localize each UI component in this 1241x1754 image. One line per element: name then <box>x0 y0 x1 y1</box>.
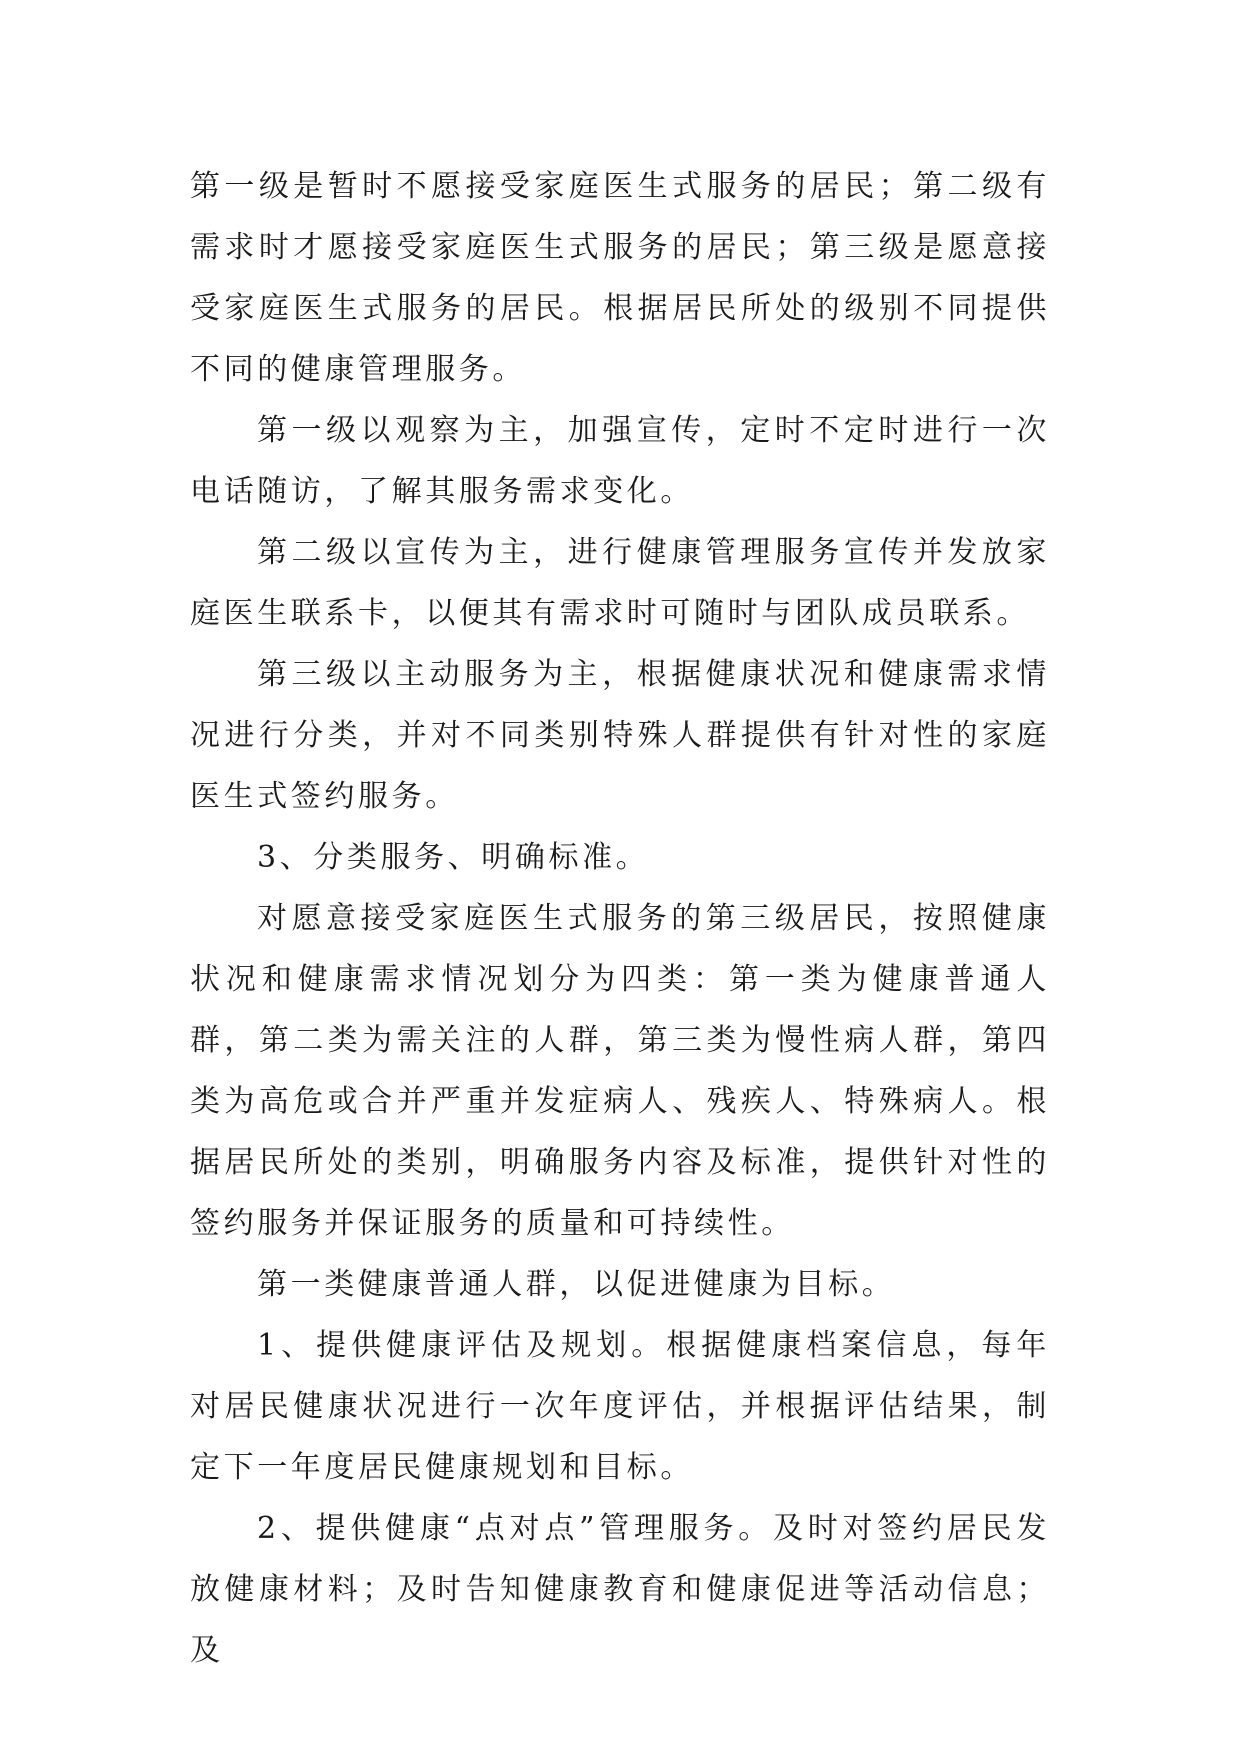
paragraph-8: 1、提供健康评估及规划。根据健康档案信息，每年对居民健康状况进行一次年度评估，并根据评估结果，制定下一年度居民健康规划和目标。 <box>190 1328 1050 1485</box>
paragraph-3: 第二级以宣传为主，进行健康管理服务宣传并发放家庭医生联系卡，以便其有需求时可随时与团队成员联系。 <box>190 535 1050 631</box>
section-heading-3: 3、分类服务、明确标准。 <box>257 840 650 875</box>
paragraph-4: 第三级以主动服务为主，根据健康状况和健康需求情况进行分类，并对不同类别特殊人群提供有针对性的家庭医生式签约服务。 <box>190 657 1050 814</box>
paragraph-7: 第一类健康普通人群，以促进健康为目标。 <box>257 1267 896 1302</box>
paragraph-6: 对愿意接受家庭医生式服务的第三级居民，按照健康状况和健康需求情况划分为四类：第一类为健康普通人群，第二类为需关注的人群，第三类为慢性病人群，第四类为高危或合并严重并发症病人、残疾人、特殊病人。根据居民所处的类别，明确服务内容及标准，提供针对性的签约服务并保证服务的质量和可持续性。 <box>190 901 1050 1241</box>
document-body <box>190 156 1050 1681</box>
paragraph-1: 第一级是暂时不愿接受家庭医生式服务的居民；第二级有需求时才愿接受家庭医生式服务的居民；第三级是愿意接受家庭医生式服务的居民。根据居民所处的级别不同提供不同的健康管理服务。 <box>190 169 1050 387</box>
paragraph-9: 2、提供健康“点对点”管理服务。及时对签约居民发放健康材料；及时告知健康教育和健康促进等活动信息；及 <box>190 1511 1050 1668</box>
paragraph-2: 第一级以观察为主，加强宣传，定时不定时进行一次电话随访，了解其服务需求变化。 <box>190 413 1050 509</box>
